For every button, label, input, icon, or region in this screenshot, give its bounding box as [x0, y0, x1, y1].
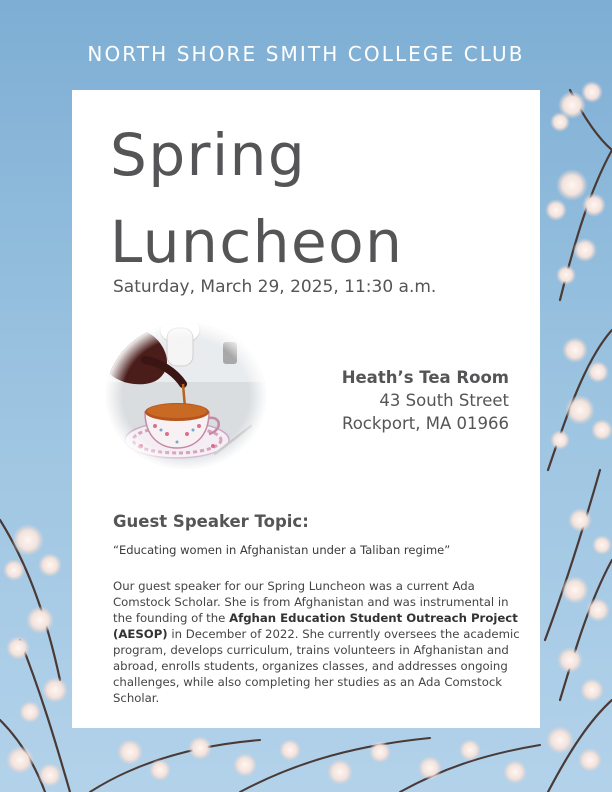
guest-speaker-description — [113, 578, 523, 706]
guest-speaker-heading: Guest Speaker Topic: — [113, 512, 309, 531]
venue-name: Heath’s Tea Room — [341, 368, 509, 387]
venue-address — [342, 366, 509, 435]
teapot-pouring-tea-photo — [105, 322, 267, 470]
venue-city: Rockport, MA 01966 — [341, 414, 509, 433]
event-date-time: Saturday, March 29, 2025, 11:30 a.m. — [113, 277, 437, 297]
club-name: NORTH SHORE SMITH COLLEGE CLUB — [87, 42, 525, 66]
aesop-project-name: Afghan Education Student Outreach Project (AESOP) — [113, 610, 518, 641]
event-title-line-1: Spring — [110, 121, 307, 189]
guest-speaker-topic: “Educating women in Afghanistan under a Taliban regime” — [113, 543, 451, 557]
event-title — [110, 112, 403, 286]
event-title-line-2: Luncheon — [110, 208, 404, 276]
event-card — [72, 90, 540, 728]
description-part-2: in December of 2022. She currently oversees the academic program, develops curriculum, trains volunteers in Afghanistan and abroad, enrolls students, organizes classes, and addresses ongoing challenges, while also completing her studies as an Ada Comstock Scholar. — [113, 626, 520, 705]
description-part-1: Our guest speaker for our Spring Luncheon was a current Ada Comstock Scholar. She is from Afghanistan and was instrumental in the founding of the — [113, 578, 509, 625]
venue-street: 43 South Street — [379, 391, 509, 410]
